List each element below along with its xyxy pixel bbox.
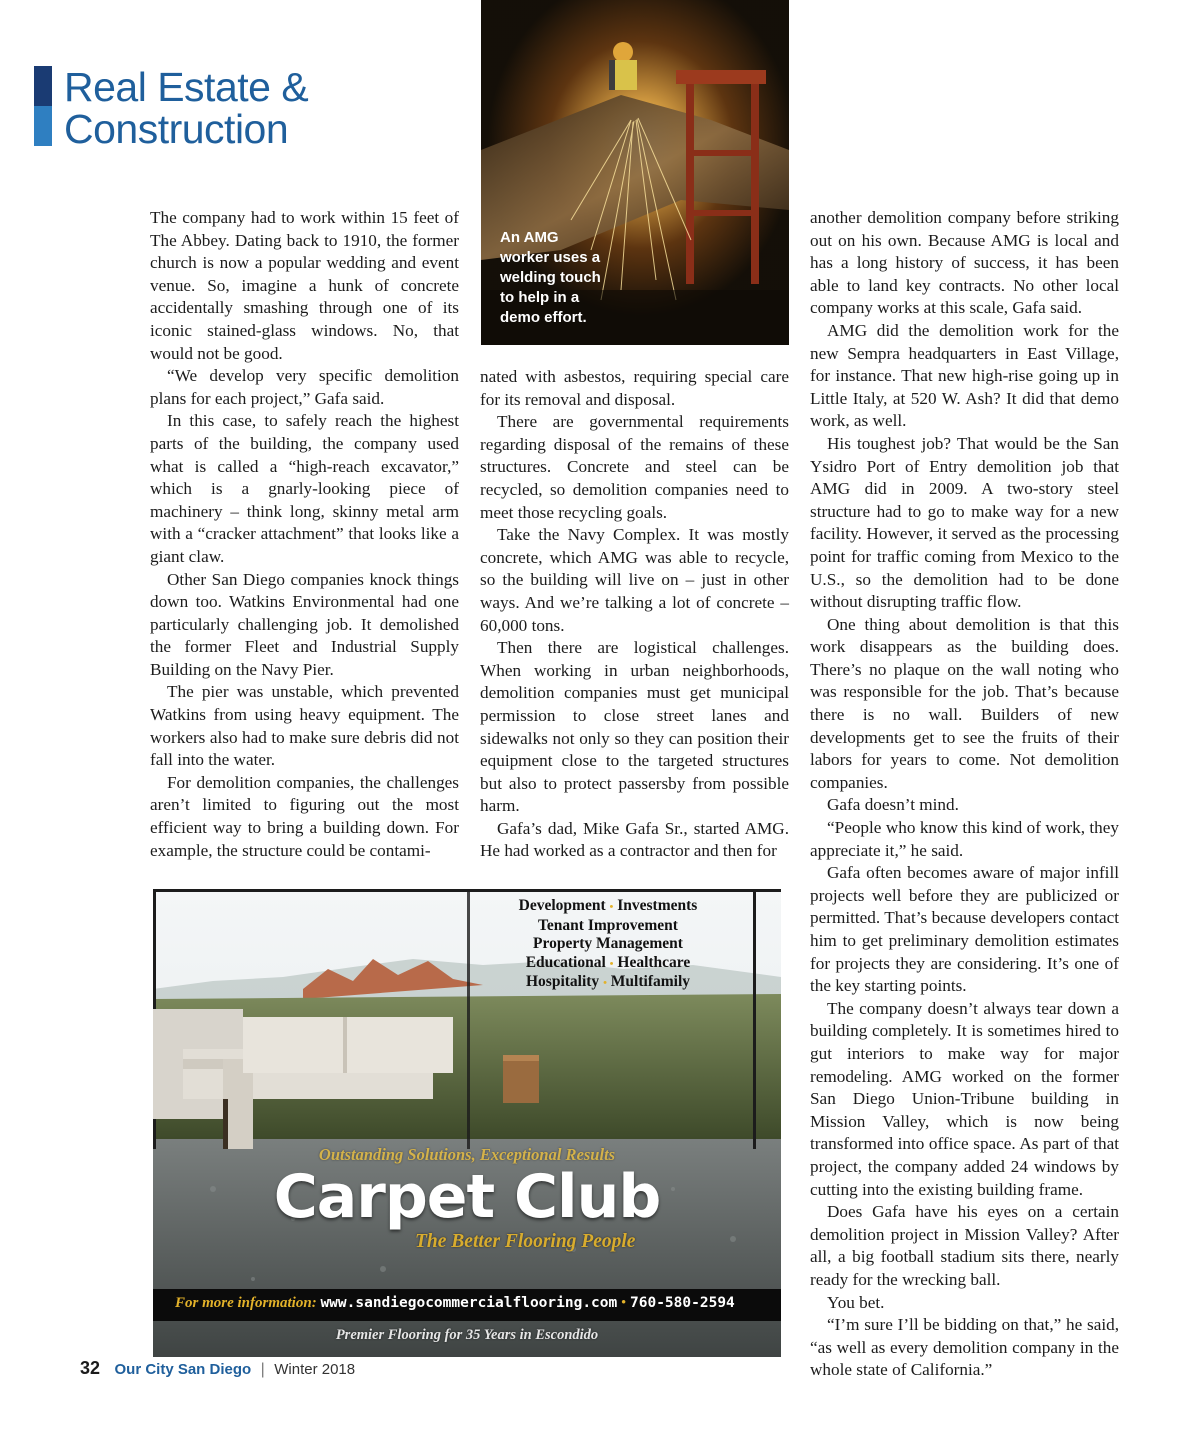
- section-accent-bar-top: [34, 66, 52, 106]
- caption-line: welding touch: [500, 269, 601, 286]
- paragraph: Does Gafa have his eyes on a certain demolition project in Mission Valley? After all, a big football stadium sits there, nearly ready for the wrecking ball.: [810, 1202, 1119, 1289]
- service-healthcare: Healthcare: [617, 953, 691, 971]
- paragraph: Other San Diego companies knock things down too. Watkins Environmental had one particularly challenging job. It demolished the former Fleet and Industrial Supply Building on the Navy Pier.: [150, 569, 459, 679]
- paragraph: For demolition companies, the challenges aren’t limited to figuring out the most efficient way to bring a building down. For example, the structure could be contami-: [150, 772, 459, 860]
- carpet-club-logo: Carpet Club: [273, 1162, 661, 1232]
- ad-services-list: [493, 897, 723, 993]
- carpet-club-advertisement[interactable]: [153, 889, 781, 1357]
- issue-date: Winter 2018: [274, 1361, 356, 1378]
- paragraph: The company had to work within 15 feet of The Abbey. Dating back to 1910, the former church is now a popular wedding and event venue. So, imagine a hunk of concrete accidentally smashing through one of its iconic stained-glass windows. No, that would not be good.: [150, 208, 459, 363]
- ad-footer-text: Premier Flooring for 35 Years in Escondido: [335, 1327, 599, 1343]
- paragraph: Gafa’s dad, Mike Gafa Sr., started AMG. He had worked as a contractor and then for: [480, 818, 789, 861]
- paragraph: Then there are logistical challenges. When working in urban neighborhoods, demolition companies must get municipal permission to close street lanes and sidewalks not only so they can position their equipment close to the targeted structures but also to protect passersby from possible harm.: [480, 638, 789, 816]
- paragraph: nated with asbestos, requiring special care for its removal and disposal.: [480, 367, 789, 409]
- paragraph: His toughest job? That would be the San Ysidro Port of Entry demolition job that AMG did in 2009. A two-story steel structure had to go to make way for a new facility. However, it served as the processing point for traffic coming from Mexico to the U.S., so the demolition had to be done without disrupting traffic flow.: [810, 433, 1119, 612]
- paragraph: AMG did the demolition work for the new Sempra headquarters in East Village, for instance. That new high-rise going up in Little Italy, at 520 W. Ash? It did that demo work, as well.: [810, 320, 1119, 431]
- service-hospitality: Hospitality: [525, 973, 600, 991]
- paragraph: One thing about demolition is that this work disappears as the building does. There’s no plaque on the wall noting who was responsible for the job. That’s because there is no wall. Builders of new developments get to see the fruits of their labors for years to come. Not demolition companies.: [810, 614, 1119, 792]
- paragraph: The company doesn’t always tear down a building completely. It is sometimes hired to gut interiors to make way for major remodeling. AMG worked on the former San Diego Union-Tribune building in Mission Valley, which is now being transformed into office space. As part of that project, the company added 24 windows by cutting into the existing building frame.: [810, 998, 1119, 1199]
- service-educational: Educational: [525, 953, 606, 971]
- section-title: [64, 66, 308, 150]
- service-multifamily: Multifamily: [610, 973, 691, 991]
- service-development: Development: [518, 897, 606, 914]
- bullet-dot: •: [609, 901, 614, 913]
- caption-line: An AMG: [500, 229, 559, 246]
- section-accent-bar-bottom: [34, 106, 52, 146]
- paragraph: You bet.: [827, 1292, 885, 1312]
- article-column-2: [480, 366, 789, 863]
- paragraph: There are governmental requirements regarding disposal of the remains of these structures. Concrete and steel can be recycled, so demolition companies need to meet those recycling goals.: [480, 412, 789, 522]
- photo-caption: [500, 228, 620, 328]
- paragraph: another demolition company before striking out on his own. Because AMG is local and has a long history of success, it has been able to land key contracts. No other local company works at this scale, Gafa said.: [810, 208, 1119, 318]
- magazine-name: Our City San Diego: [114, 1361, 252, 1378]
- paragraph: Gafa doesn’t mind.: [827, 795, 959, 815]
- ad-slogan: Outstanding Solutions, Exceptional Results: [318, 1145, 616, 1164]
- page-number: 32: [80, 1358, 101, 1378]
- bullet-dot: •: [603, 977, 607, 990]
- paragraph: “I’m sure I’ll be bidding on that,” he said, “as well as every demolition company in the whole state of California.”: [810, 1315, 1119, 1380]
- caption-line: worker uses a: [500, 249, 601, 266]
- ad-phone-number[interactable]: 760-580-2594: [630, 1295, 735, 1311]
- paragraph: In this case, to safely reach the highest parts of the building, the company used what is called a “high-reach excavator,” which is a gnarly-looking piece of machinery – think long, skinny metal arm with a “cracker attachment” that looks like a giant claw.: [150, 411, 459, 566]
- paragraph: The pier was unstable, which prevented Watkins from using heavy equipment. The workers also had to make sure debris did not fall into the water.: [150, 682, 459, 770]
- service-property-management: Property Management: [533, 935, 683, 953]
- ad-tagline: The Better Flooring People: [415, 1231, 636, 1252]
- info-label: For more information:: [175, 1295, 317, 1311]
- footer-separator: |: [260, 1361, 265, 1378]
- ad-contact-info: [175, 1295, 735, 1312]
- bullet-dot: •: [609, 957, 614, 970]
- caption-line: to help in a: [500, 289, 580, 306]
- caption-line: demo effort.: [500, 309, 587, 326]
- paragraph: “People who know this kind of work, they appreciate it,” he said.: [810, 818, 1119, 860]
- paragraph: Gafa often becomes aware of major infill projects well before they are publicized or permitted. That’s because developers contact him to get preliminary demolition estimates for projects they are considering. It’s one of the key starting points.: [810, 863, 1119, 996]
- paragraph: “We develop very specific demolition plans for each project,” Gafa said.: [150, 366, 459, 408]
- page-footer: [80, 1358, 355, 1379]
- service-investments: Investments: [617, 897, 698, 914]
- paragraph: Take the Navy Complex. It was mostly concrete, which AMG was able to recycle, so the building will live on – just in other ways. And we’re talking a lot of concrete – 60,000 tons.: [480, 525, 789, 635]
- section-title-line1: Real Estate &: [64, 64, 309, 110]
- article-column-1: [150, 207, 459, 862]
- service-tenant-improvement: Tenant Improvement: [538, 916, 678, 934]
- ad-website-link[interactable]: www.sandiegocommercialflooring.com: [320, 1295, 618, 1311]
- article-column-3: [810, 207, 1119, 1382]
- section-title-line2: Construction: [64, 106, 289, 152]
- info-separator: •: [621, 1295, 627, 1311]
